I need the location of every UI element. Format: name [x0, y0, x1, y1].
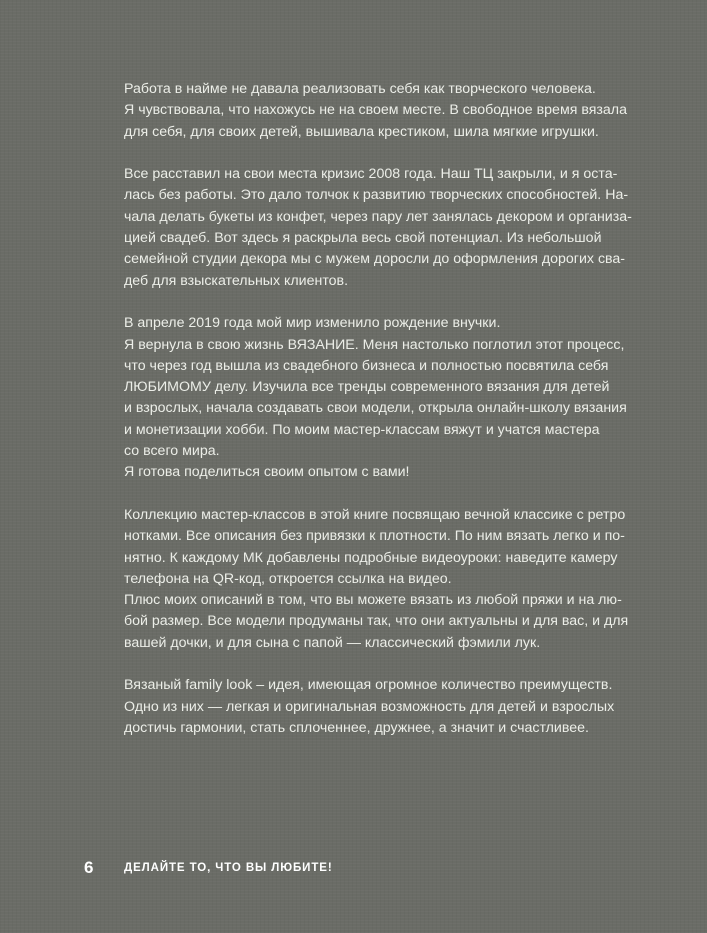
- body-text: [124, 79, 664, 761]
- paragraph-2: [124, 164, 664, 292]
- text-line: со всего мира.: [124, 443, 220, 460]
- text-line: ЛЮБИМОМУ делу. Изучила все тренды современного вязания для детей: [124, 379, 610, 396]
- text-line: чала делать букеты из конфет, через пару лет занялась декором и организа-: [124, 208, 632, 225]
- text-line: Плюс моих описаний в том, что вы можете вязать из любой пряжи и на лю-: [124, 592, 622, 609]
- text-line: для себя, для своих детей, вышивала крестиком, шила мягкие игрушки.: [124, 123, 599, 140]
- text-line: Все расставил на свои места кризис 2008 года. Наш ТЦ закрыли, и я оста-: [124, 166, 618, 183]
- text-line: лась без работы. Это дало толчок к развитию творческих способностей. На-: [124, 187, 629, 204]
- text-line: достичь гармонии, стать сплоченнее, дружнее, а значит и счастливее.: [124, 719, 589, 736]
- text-line: телефона на QR-код, откроется ссылка на видео.: [124, 570, 452, 587]
- paragraph-1: [124, 79, 664, 143]
- text-line: Я чувствовала, что нахожусь не на своем месте. В свободное время вязала: [124, 102, 627, 119]
- paragraph-4: [124, 505, 664, 654]
- text-line: что через год вышла из свадебного бизнеса и полностью посвятила себя: [124, 357, 609, 374]
- paragraph-5: [124, 675, 664, 739]
- text-line: Я готова поделиться своим опытом с вами!: [124, 464, 410, 481]
- text-line: Одно из них — легкая и оригинальная возможность для детей и взрослых: [124, 698, 615, 715]
- page-footer: [84, 855, 333, 881]
- text-line: В апреле 2019 года мой мир изменило рождение внучки.: [124, 315, 501, 332]
- text-line: вашей дочки, и для сына с папой — классический фэмили лук.: [124, 634, 541, 651]
- text-line: и монетизации хобби. По моим мастер-классам вяжут и учатся мастера: [124, 421, 600, 438]
- text-line: нотками. Все описания без привязки к плотности. По ним вязать легко и по-: [124, 528, 625, 545]
- text-line: Я вернула в свою жизнь ВЯЗАНИЕ. Меня настолько поглотил этот процесс,: [124, 336, 625, 353]
- text-line: Коллекцию мастер-классов в этой книге посвящаю вечной классике с ретро: [124, 506, 626, 523]
- text-line: нятно. К каждому МК добавлены подробные видеоуроки: наведите камеру: [124, 549, 618, 566]
- text-line: деб для взыскательных клиентов.: [124, 272, 349, 289]
- text-line: семейной студии декора мы с мужем доросли до оформления дорогих сва-: [124, 251, 626, 268]
- text-line: цией свадеб. Вот здесь я раскрыла весь свой потенциал. Из небольшой: [124, 230, 602, 247]
- text-line: Работа в найме не давала реализовать себя как творческого человека.: [124, 81, 596, 97]
- paragraph-3: [124, 313, 664, 483]
- running-title: ДЕЛАЙТЕ ТО, ЧТО ВЫ ЛЮБИТЕ!: [124, 862, 333, 874]
- text-line: Вязаный family look – идея, имеющая огромное количество преимуществ.: [124, 677, 613, 694]
- text-line: бой размер. Все модели продуманы так, что они актуальны и для вас, и для: [124, 613, 629, 630]
- text-line: и взрослых, начала создавать свои модели, открыла онлайн-школу вязания: [124, 400, 627, 417]
- page-number: 6: [84, 858, 94, 877]
